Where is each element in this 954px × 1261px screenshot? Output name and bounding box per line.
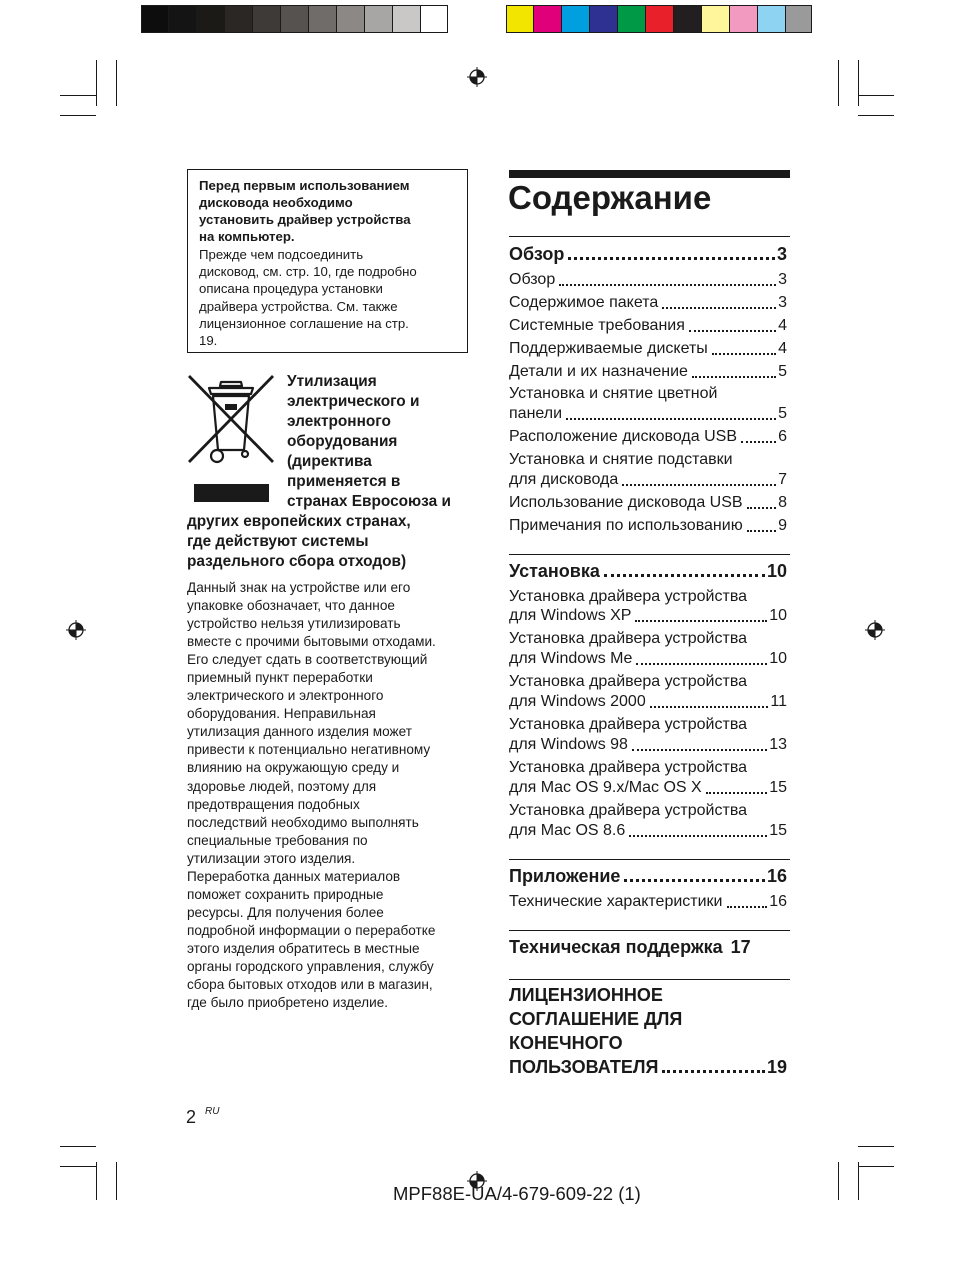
toc-entry[interactable]: для Windows XP 10 [509, 607, 787, 624]
toc-entry-first-line: Установка и снятие цветной [509, 385, 718, 402]
toc-entry[interactable]: для Windows Me 10 [509, 650, 787, 667]
toc-heading-license[interactable]: ПОЛЬЗОВАТЕЛЯ 19 [509, 1057, 787, 1077]
toc-entry[interactable]: Детали и их назначение 5 [509, 363, 787, 380]
toc-entry[interactable]: Примечания по использованию 9 [509, 517, 787, 534]
color-swatch [590, 6, 618, 32]
gray-swatch [169, 6, 197, 32]
toc-entry-first-line: Установка и снятие подставки [509, 451, 733, 468]
color-swatch [562, 6, 590, 32]
section-divider [509, 979, 790, 980]
color-swatch [786, 6, 811, 32]
gray-swatch [309, 6, 337, 32]
registration-target-icon [66, 620, 86, 640]
toc-heading-support[interactable]: Техническая поддержка 17 [509, 937, 751, 957]
toc-entry-first-line: Установка драйвера устройства [509, 802, 748, 819]
color-swatch [674, 6, 702, 32]
gray-swatch [253, 6, 281, 32]
section-divider [509, 859, 790, 860]
toc-heading-install[interactable]: Установка 10 [509, 561, 787, 581]
color-swatch [646, 6, 674, 32]
toc-entry[interactable]: Содержимое пакета 3 [509, 294, 787, 311]
gray-calibration-bar [141, 5, 448, 33]
page-number: 2 [186, 1107, 197, 1127]
toc-entry[interactable]: Использование дисковода USB 8 [509, 494, 787, 511]
driver-install-notice [187, 169, 468, 353]
toc-heading-overview[interactable]: Обзор 3 [509, 244, 787, 264]
color-swatch [507, 6, 534, 32]
toc-entry[interactable]: для Mac OS 9.x/Mac OS X 15 [509, 779, 787, 796]
toc-entry-first-line: Установка драйвера устройства [509, 630, 748, 647]
color-swatch [618, 6, 646, 32]
section-divider [509, 930, 790, 931]
weee-heading: Утилизация электрического и электронного оборудования (директива применяется в странах Евросоюза и других европейских странах, где действуют системы раздельного сбора отходов) [187, 373, 451, 570]
notice-body: Прежде чем подсоединить дисковод, см. стр. 10, где подробно описана процедура установки драйвера устройства. См. также лицензионное соглашение на стр. 19. [199, 247, 417, 349]
gray-swatch [142, 6, 169, 32]
toc-heading-license-line: КОНЕЧНОГО [509, 1033, 623, 1053]
toc-title: Содержание [508, 179, 712, 216]
toc-entry[interactable]: для Windows 2000 11 [509, 693, 787, 710]
notice-heading: Перед первым использованием дисковода необходимо установить драйвер устройства на компьютер. [199, 178, 411, 244]
color-swatch [758, 6, 786, 32]
toc-entry-first-line: Установка драйвера устройства [509, 588, 748, 605]
section-divider [509, 554, 790, 555]
color-swatch [730, 6, 758, 32]
toc-entry-first-line: Установка драйвера устройства [509, 759, 748, 776]
gray-swatch [337, 6, 365, 32]
section-divider [509, 236, 790, 237]
toc-heading-license-line: СОГЛАШЕНИЕ ДЛЯ [509, 1009, 683, 1029]
toc-entry[interactable]: для Windows 98 13 [509, 736, 787, 753]
toc-entry[interactable]: для дисковода 7 [509, 471, 787, 488]
toc-heading-appendix[interactable]: Приложение 16 [509, 866, 787, 886]
toc-heading-license-line: ЛИЦЕНЗИОННОЕ [509, 985, 663, 1005]
color-swatch [702, 6, 730, 32]
toc-entry-first-line: Установка драйвера устройства [509, 716, 748, 733]
gray-swatch [225, 6, 253, 32]
gray-swatch [365, 6, 393, 32]
toc-entry[interactable]: для Mac OS 8.6 15 [509, 822, 787, 839]
registration-target-icon [467, 67, 487, 87]
model-code: MPF88E-UA/4-679-609-22 (1) [393, 1183, 641, 1204]
gray-swatch [197, 6, 225, 32]
color-swatch [534, 6, 562, 32]
toc-entry[interactable]: Расположение дисковода USB 6 [509, 428, 787, 445]
toc-entry[interactable]: Поддерживаемые дискеты 4 [509, 340, 787, 357]
registration-target-icon [865, 620, 885, 640]
toc-entry[interactable]: Технические характеристики 16 [509, 893, 787, 910]
page-language: RU [205, 1106, 220, 1117]
toc-entry[interactable]: панели 5 [509, 405, 787, 422]
toc-entry[interactable]: Обзор 3 [509, 271, 787, 288]
toc-entry-first-line: Установка драйвера устройства [509, 673, 748, 690]
gray-swatch [281, 6, 309, 32]
toc-entry[interactable]: Системные требования 4 [509, 317, 787, 334]
weee-body: Данный знак на устройстве или его упаковке обозначает, что данное устройство нельзя утилизировать вместе с прочими бытовыми отходами. Его следует сдать в соответствующий приемный пункт переработки электрического и электронного оборудования. Неправильная утилизация данного изделия может привести к потенциально негативному влиянию на окружающую среду и здоровье людей, поэтому для предотвращения подобных последствий необходимо выполнять специальные требования по утилизации этого изделия. Переработка данных материалов поможет сохранить природные ресурсы. Для получения более подробной информации о переработке этого изделия обратитесь в местные органы городского управления, службу сбора бытовых отходов или в магазин, где было приобретено изделие. [187, 580, 436, 1011]
gray-swatch [421, 6, 447, 32]
color-calibration-bar [506, 5, 812, 33]
gray-swatch [393, 6, 421, 32]
